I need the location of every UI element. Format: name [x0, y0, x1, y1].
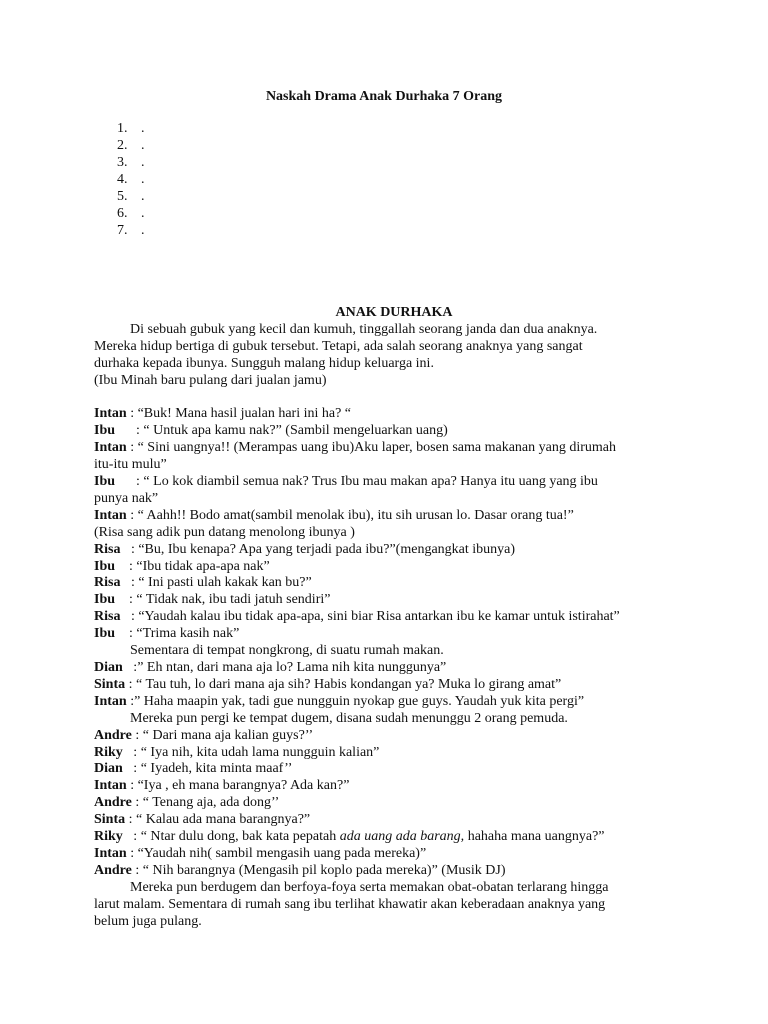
dialog-text: “ Ini pasti ulah kakak kan bu?”	[138, 575, 312, 591]
dialog-text: “ Kalau ada mana barangnya?”	[136, 812, 311, 828]
dialog-line: Riky : “ Ntar dulu dong, bak kata pepatah ada uang ada barang, hahaha mana uangnya?”	[94, 829, 605, 845]
section-heading: ANAK DURHAKA	[335, 305, 453, 320]
dialog-text: “ Tenang aja, ada dong’’	[142, 795, 280, 811]
stage-direction: Sementara di tempat nongkrong, di suatu rumah makan.	[130, 643, 444, 659]
list-item: 6. .	[117, 206, 145, 221]
dialog-text: “ Iyadeh, kita minta maaf’’	[140, 761, 293, 777]
dialog-line: Sinta : “ Kalau ada mana barangnya?”	[94, 812, 311, 828]
dialog-line: Dian : “ Iyadeh, kita minta maaf’’	[94, 761, 293, 777]
stage-direction: (Risa sang adik pun datang menolong ibunya )	[94, 524, 355, 540]
numbered-list	[117, 120, 145, 239]
speaker-name: Intan	[94, 440, 127, 456]
speaker-name: Ibu	[94, 626, 116, 642]
dialog-text: “Buk! Mana hasil jualan hari ini ha? “	[137, 406, 352, 422]
speaker-name: Andre	[94, 727, 132, 743]
speaker-name: Intan	[94, 693, 127, 709]
speaker-name: Andre	[94, 795, 132, 811]
closing-line: Mereka pun berdugem dan berfoya-foya serta memakan obat-obatan terlarang hingga	[130, 879, 609, 895]
speaker-name: Intan	[94, 845, 127, 861]
list-item: 5. .	[117, 189, 145, 204]
dialog-text: “ Aahh!! Bodo amat(sambil menolak ibu), itu sih urusan lo. Dasar orang tua!”	[137, 507, 574, 523]
speaker-name: Intan	[94, 778, 127, 794]
speaker-name: Dian	[94, 761, 123, 777]
speaker-name: Dian	[94, 660, 123, 676]
dialog-continuation: itu-itu mulu”	[94, 457, 167, 473]
speaker-name: Ibu	[94, 592, 116, 608]
closing-line: larut malam. Sementara di rumah sang ibu terlihat khawatir akan keberadaan anaknya yang	[94, 896, 606, 912]
dialog-text: “Trima kasih nak”	[136, 626, 240, 642]
dialog-line: Andre : “ Dari mana aja kalian guys?’’	[94, 727, 314, 743]
dialog-text: “ Dari mana aja kalian guys?’’	[142, 727, 314, 743]
intro-line: Di sebuah gubuk yang kecil dan kumuh, tinggallah seorang janda dan dua anaknya.	[130, 321, 598, 337]
dialog-line: Intan : “ Sini uangnya!! (Merampas uang ibu)Aku laper, bosen sama makanan yang dirumah	[94, 440, 616, 456]
list-item: 3. .	[117, 155, 145, 170]
dialog-line: Intan : “Buk! Mana hasil jualan hari ini ha? “	[94, 406, 352, 422]
intro-line: durhaka kepada ibunya. Sungguh malang hidup keluarga ini.	[94, 355, 434, 371]
speaker-name: Riky	[94, 744, 123, 760]
proverb-italic: ada uang ada barang,	[339, 829, 465, 845]
dialog-text: “ Tidak nak, ibu tadi jatuh sendiri”	[136, 592, 331, 608]
dialog-text: “ Iya nih, kita udah lama nungguin kalian”	[140, 744, 380, 760]
dialog-line: Risa : “Bu, Ibu kenapa? Apa yang terjadi pada ibu?”(mengangkat ibunya)	[94, 541, 516, 557]
speaker-name: Riky	[94, 829, 123, 845]
dialog-text: “ Lo kok diambil semua nak? Trus Ibu mau makan apa? Hanya itu uang yang ibu	[143, 474, 598, 490]
dialog-text: “ Untuk apa kamu nak?” (Sambil mengeluarkan uang)	[143, 423, 448, 439]
dialog-line: Riky : “ Iya nih, kita udah lama nungguin kalian”	[94, 744, 380, 760]
stage-direction: Mereka pun pergi ke tempat dugem, disana sudah menunggu 2 orang pemuda.	[130, 710, 568, 726]
dialog-text: ” Eh ntan, dari mana aja lo? Lama nih kita nunggunya”	[137, 660, 447, 676]
dialog-text: “ Sini uangnya!! (Merampas uang ibu)Aku laper, bosen sama makanan yang dirumah	[137, 440, 616, 456]
intro-line: Mereka hidup bertiga di gubuk tersebut. Tetapi, ada salah seorang anaknya yang sangat	[94, 338, 583, 354]
speaker-name: Sinta	[94, 676, 126, 692]
dialog-text: “ Nih barangnya (Mengasih pil koplo pada mereka)” (Musik DJ)	[142, 862, 506, 878]
stage-direction: (Ibu Minah baru pulang dari jualan jamu)	[94, 372, 327, 388]
closing-line: belum juga pulang.	[94, 913, 202, 929]
dialog-line: Risa : “ Ini pasti ulah kakak kan bu?”	[94, 575, 312, 591]
speaker-name: Ibu	[94, 558, 116, 574]
dialog-line: Ibu : “ Tidak nak, ibu tadi jatuh sendiri”	[94, 592, 331, 608]
list-item: 4. .	[117, 172, 145, 187]
speaker-name: Intan	[94, 507, 127, 523]
dialog-line: Intan : “ Aahh!! Bodo amat(sambil menolak ibu), itu sih urusan lo. Dasar orang tua!”	[94, 507, 574, 523]
dialog-line: Ibu : “ Untuk apa kamu nak?” (Sambil mengeluarkan uang)	[94, 423, 448, 439]
dialog-text: “Bu, Ibu kenapa? Apa yang terjadi pada ibu?”(mengangkat ibunya)	[138, 541, 516, 557]
dialog-text: ” Haha maapin yak, tadi gue nungguin nyokap gue guys. Yaudah yuk kita pergi”	[134, 693, 585, 709]
dialog-continuation: punya nak”	[94, 490, 159, 506]
dialog-line: Risa : “Yaudah kalau ibu tidak apa-apa, sini biar Risa antarkan ibu ke kamar untuk istirahat”	[94, 609, 620, 625]
dialog-text: “Ibu tidak apa-apa nak”	[136, 558, 270, 574]
dialog-line: Ibu : “ Lo kok diambil semua nak? Trus Ibu mau makan apa? Hanya itu uang yang ibu	[94, 474, 598, 490]
dialog-text: “Iya , eh mana barangnya? Ada kan?”	[137, 778, 350, 794]
dialog-line: Intan : “Yaudah nih( sambil mengasih uang pada mereka)”	[94, 845, 427, 861]
dialog-line: Ibu : “Trima kasih nak”	[94, 626, 240, 642]
speaker-name: Andre	[94, 862, 132, 878]
dialog-text: “Yaudah nih( sambil mengasih uang pada mereka)”	[137, 845, 427, 861]
speaker-name: Ibu	[94, 474, 116, 490]
dialog-text: “ Tau tuh, lo dari mana aja sih? Habis kondangan ya? Muka lo girang amat”	[136, 676, 562, 692]
dialog-line: Intan :” Haha maapin yak, tadi gue nungguin nyokap gue guys. Yaudah yuk kita pergi”	[94, 693, 585, 709]
dialog-text: “ Ntar dulu dong, bak kata pepatah	[140, 829, 340, 845]
dialog-line: Ibu : “Ibu tidak apa-apa nak”	[94, 558, 270, 574]
speaker-name: Sinta	[94, 812, 126, 828]
dialog-line: Andre : “ Nih barangnya (Mengasih pil koplo pada mereka)” (Musik DJ)	[94, 862, 506, 878]
dialog-line: Sinta : “ Tau tuh, lo dari mana aja sih? Habis kondangan ya? Muka lo girang amat”	[94, 676, 562, 692]
script-body	[94, 305, 694, 931]
speaker-name: Ibu	[94, 423, 116, 439]
dialog-text: “Yaudah kalau ibu tidak apa-apa, sini biar Risa antarkan ibu ke kamar untuk istirahat”	[138, 609, 620, 625]
speaker-name: Risa	[94, 541, 121, 557]
dialog-text: hahaha mana uangnya?”	[464, 829, 605, 845]
list-item: 2. .	[117, 138, 145, 153]
blank-line	[94, 390, 694, 407]
dialog-line: Andre : “ Tenang aja, ada dong’’	[94, 795, 280, 811]
dialog-line: Dian :” Eh ntan, dari mana aja lo? Lama nih kita nunggunya”	[94, 660, 447, 676]
speaker-name: Risa	[94, 575, 121, 591]
document-title: Naskah Drama Anak Durhaka 7 Orang	[265, 89, 503, 104]
speaker-name: Risa	[94, 609, 121, 625]
dialog-line: Intan : “Iya , eh mana barangnya? Ada kan?”	[94, 778, 350, 794]
list-item: 1. .	[117, 121, 145, 136]
list-item: 7. .	[117, 223, 145, 238]
speaker-name: Intan	[94, 406, 127, 422]
